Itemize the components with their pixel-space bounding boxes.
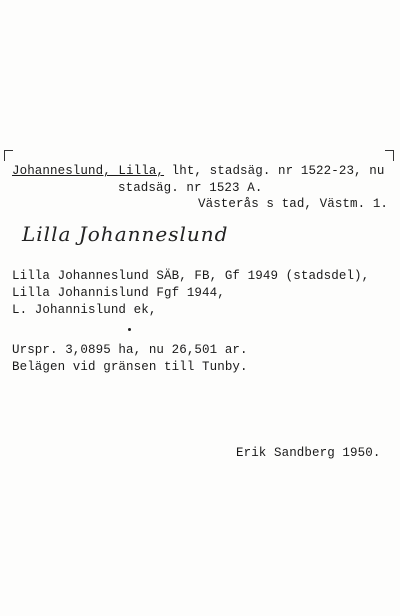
form-line-3: L. Johannislund ek, (12, 303, 157, 317)
place-name: Johanneslund, Lilla, (12, 164, 165, 178)
heading-details: lht, stadsäg. nr 1522-23, nu (164, 164, 385, 178)
form-line-2: Lilla Johannislund Fgf 1944, (12, 286, 225, 300)
card-corner-mark (385, 150, 394, 161)
note-line-1: Urspr. 3,0895 ha, nu 26,501 ar. (12, 343, 248, 357)
ink-dot (128, 328, 131, 331)
form-line-1: Lilla Johanneslund SÄB, FB, Gf 1949 (stadsdel), (12, 269, 370, 283)
heading-line (12, 164, 384, 178)
signature: Erik Sandberg 1950. (236, 446, 381, 460)
note-line-2: Belägen vid gränsen till Tunby. (12, 360, 248, 374)
heading-line-2: stadsäg. nr 1523 A. (118, 181, 263, 195)
handwritten-name: Lilla Johanneslund (22, 222, 229, 246)
location-line: Västerås s tad, Västm. 1. (198, 197, 389, 211)
card-corner-mark (4, 150, 13, 161)
